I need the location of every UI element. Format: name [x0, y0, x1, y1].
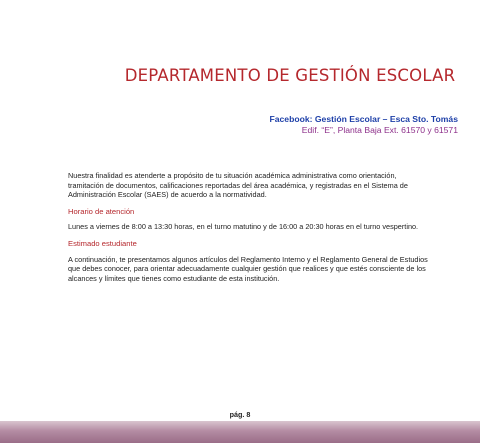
- location-line: Edif. “E”, Planta Baja Ext. 61570 y 61571: [301, 125, 458, 135]
- page-number: pág. 8: [229, 410, 251, 419]
- intro-paragraph: Nuestra finalidad es atenderte a propósito de tu situación académica administrativa como orientación, tramitación de documentos, calificaciones reportadas del área académica, y registradas en el Sistema de Administración Escolar (SAES) de acuerdo a la normatividad.: [68, 171, 408, 200]
- contact-block: [270, 114, 459, 136]
- section-heading-student: Estimado estudiante: [68, 238, 137, 248]
- main-content: [68, 171, 430, 290]
- footer-band: [0, 421, 480, 443]
- schedule-paragraph: Lunes a viernes de 8:00 a 13:30 horas, en el turno matutino y de 16:00 a 20:30 horas en el turno vespertino.: [68, 222, 419, 232]
- facebook-line: Facebook: Gestión Escolar – Esca Sto. Tomás: [269, 114, 458, 124]
- section-heading-schedule: Horario de atención: [68, 206, 135, 216]
- document-title: DEPARTAMENTO DE GESTIÓN ESCOLAR: [124, 66, 456, 85]
- student-paragraph: A continuación, te presentamos algunos artículos del Reglamento Interno y el Reglamento General de Estudios que debes conocer, para orientar adecuadamente cualquier gestión que realices y que estés consciente de los alcances y límites que tienes como estudiante de esta institución.: [68, 254, 428, 283]
